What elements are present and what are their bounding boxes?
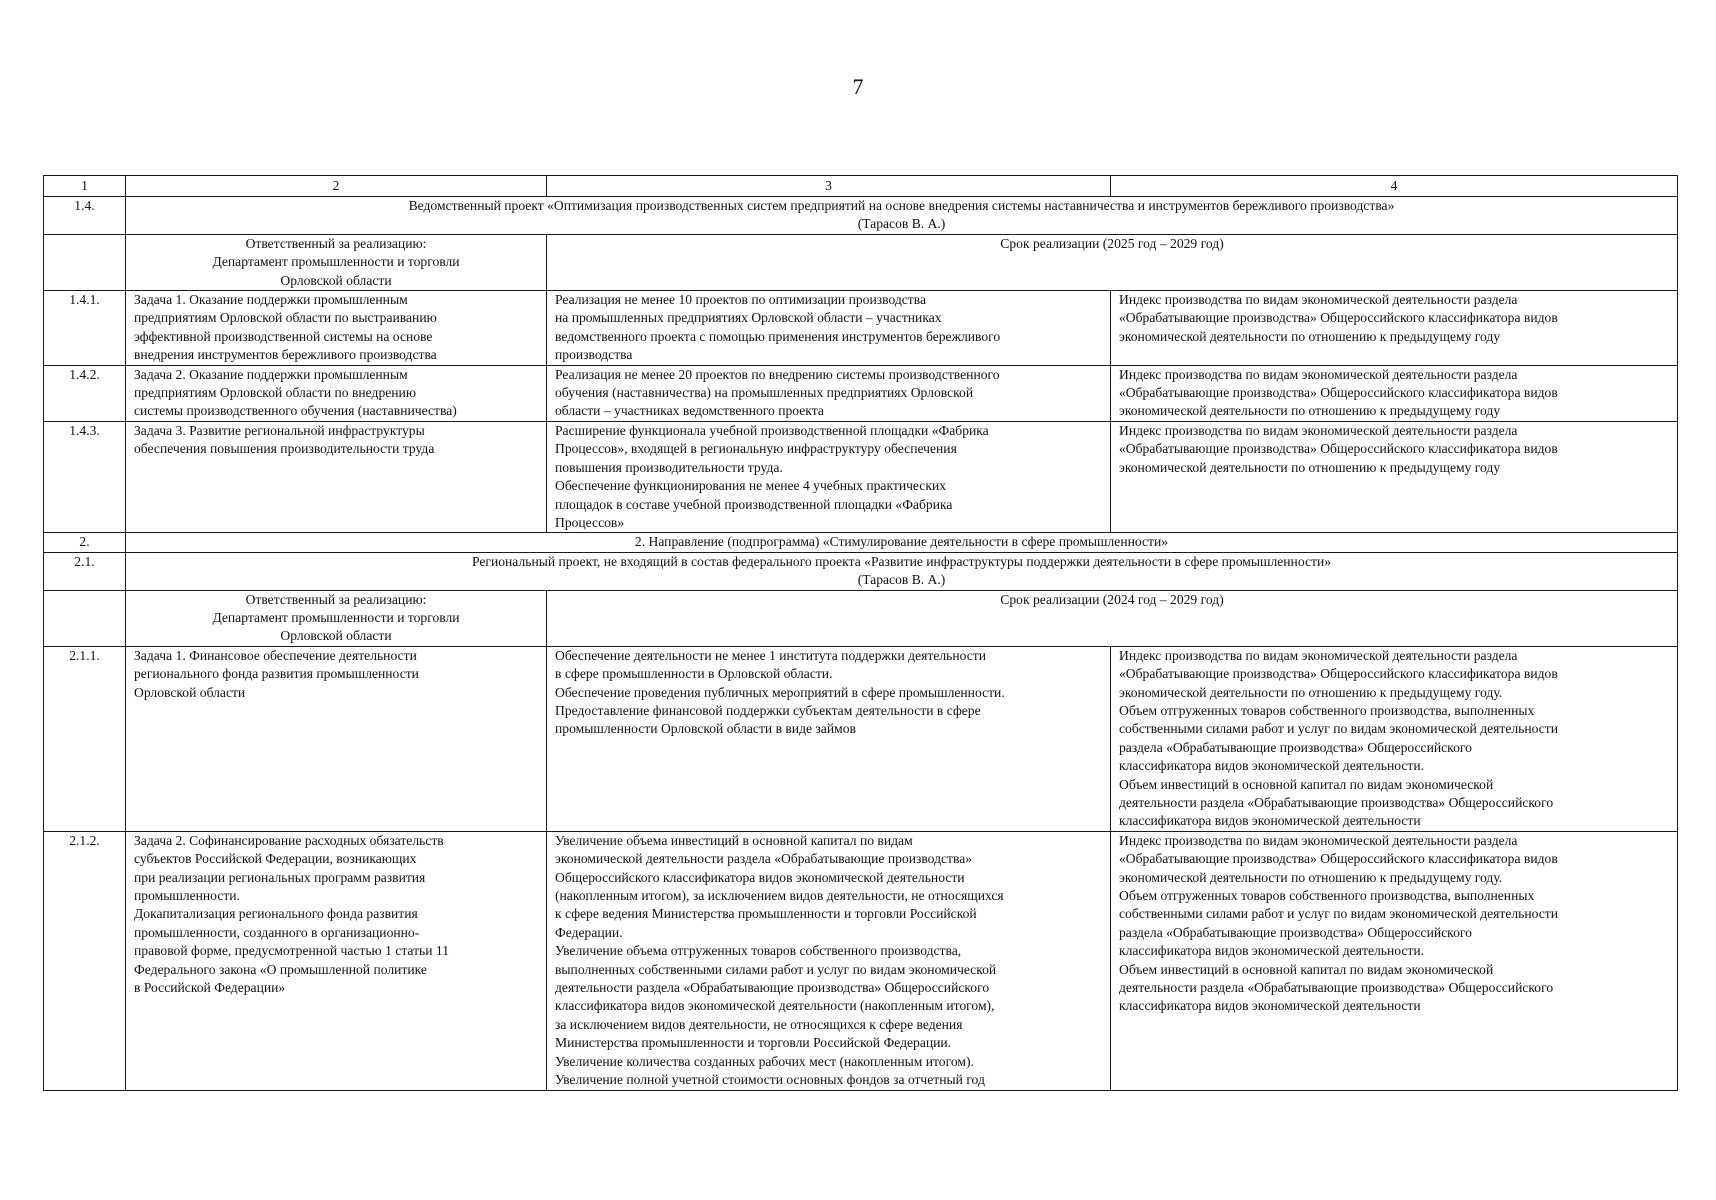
- text-line: деятельности раздела «Обрабатывающие производства» Общероссийского: [1119, 795, 1554, 810]
- text-line: в Российской Федерации»: [134, 980, 286, 996]
- column-header: 4: [1111, 176, 1678, 197]
- text-line: в сфере промышленности в Орловской области.: [555, 666, 833, 682]
- column-header: 2: [126, 176, 547, 197]
- text-line: Увеличение объема отгруженных товаров собственного производства,: [555, 943, 962, 959]
- text-line: предприятиям Орловской области по выстраиванию: [134, 310, 437, 326]
- task-cell: [126, 831, 547, 1090]
- text-line: классификатора видов экономической деятельности: [1119, 813, 1421, 829]
- text-line: Реализация не менее 10 проектов по оптимизации производства: [555, 292, 927, 308]
- text-line: классификатора видов экономической деятельности (накопленным итогом),: [555, 998, 995, 1014]
- section-row: [44, 533, 1678, 552]
- text-line: классификатора видов экономической деятельности.: [1119, 943, 1425, 959]
- task-cell: [126, 646, 547, 831]
- text-line: промышленности.: [134, 888, 240, 904]
- row-number: 1.4.: [44, 197, 126, 235]
- text-line: собственными силами работ и услуг по видам экономической деятельности: [1119, 721, 1559, 737]
- indicator-cell: [1111, 831, 1678, 1090]
- term-cell: Срок реализации (2025 год – 2029 год): [547, 234, 1678, 290]
- text-line: к сфере ведения Министерства промышленности и торговли Российской: [555, 906, 977, 922]
- text-line: Задача 3. Развитие региональной инфраструктуры: [134, 422, 425, 438]
- text-line: за исключением видов деятельности, не относящихся к сфере ведения: [555, 1016, 963, 1032]
- table-row: [44, 646, 1678, 831]
- term-cell: Срок реализации (2024 год – 2029 год): [547, 590, 1678, 646]
- text-line: промышленности Орловской области в виде займов: [555, 721, 856, 737]
- row-number: 2.1.1.: [44, 646, 126, 831]
- row-number: 1.4.2.: [44, 365, 126, 421]
- row-number: 2.: [44, 533, 126, 552]
- section-row: [44, 552, 1678, 590]
- text-line: регионального фонда развития промышленности: [134, 666, 419, 682]
- text-line: Процессов»: [555, 514, 625, 530]
- text-line: Расширение функционала учебной производственной площадки «Фабрика: [555, 422, 989, 438]
- text-line: Докапитализация регионального фонда развития: [134, 906, 418, 922]
- text-line: «Обрабатывающие производства» Общероссийского классификатора видов: [1119, 310, 1558, 326]
- text-line: деятельности раздела «Обрабатывающие производства» Общероссийского: [1119, 980, 1554, 996]
- text-line: классификатора видов экономической деятельности: [1119, 998, 1421, 1014]
- text-line: классификатора видов экономической деятельности.: [1119, 758, 1425, 774]
- text-line: «Обрабатывающие производства» Общероссийского классификатора видов: [1119, 666, 1558, 682]
- text-line: площадок в составе учебной производственной площадки «Фабрика: [555, 496, 953, 512]
- text-line: производства: [555, 347, 633, 363]
- responsible-row: [44, 234, 1678, 290]
- text-line: Предоставление финансовой поддержки субъектам деятельности в сфере: [555, 702, 981, 718]
- result-cell: [547, 365, 1111, 421]
- text-line: «Обрабатывающие производства» Общероссийского классификатора видов: [1119, 851, 1558, 867]
- text-line: Индекс производства по видам экономической деятельности раздела: [1119, 647, 1518, 663]
- text-line: деятельности раздела «Обрабатывающие производства» Общероссийского: [555, 980, 990, 996]
- text-line: Индекс производства по видам экономической деятельности раздела: [1119, 422, 1518, 438]
- text-line: Задача 2. Софинансирование расходных обязательств: [134, 832, 444, 848]
- row-number: 1.4.3.: [44, 421, 126, 532]
- text-line: экономической деятельности по отношению к предыдущему году: [1119, 459, 1501, 475]
- text-line: раздела «Обрабатывающие производства» Общероссийского: [1119, 924, 1472, 940]
- result-cell: [547, 291, 1111, 366]
- section-row: [44, 197, 1678, 235]
- text-line: при реализации региональных программ развития: [134, 869, 426, 885]
- text-line: Обеспечение проведения публичных мероприятий в сфере промышленности.: [555, 684, 1005, 700]
- text-line: обучения (наставничества) на промышленных предприятиях Орловской: [555, 385, 974, 401]
- direction-title: 2. Направление (подпрограмма) «Стимулирование деятельности в сфере промышленности»: [126, 533, 1678, 552]
- text-line: Задача 1. Оказание поддержки промышленным: [134, 292, 408, 308]
- table-row: [44, 421, 1678, 532]
- text-line: экономической деятельности по отношению к предыдущему году.: [1119, 684, 1503, 700]
- row-number: 1.4.1.: [44, 291, 126, 366]
- text-line: раздела «Обрабатывающие производства» Общероссийского: [1119, 739, 1472, 755]
- indicator-cell: [1111, 291, 1678, 366]
- text-line: Увеличение полной учетной стоимости основных фондов за отчетный год: [555, 1072, 985, 1088]
- text-line: Орловской области: [134, 684, 246, 700]
- task-cell: [126, 421, 547, 532]
- task-cell: [126, 291, 547, 366]
- result-cell: [547, 646, 1111, 831]
- text-line: собственными силами работ и услуг по видам экономической деятельности: [1119, 906, 1559, 922]
- table-row: [44, 291, 1678, 366]
- text-line: экономической деятельности по отношению к предыдущему году.: [1119, 869, 1503, 885]
- text-line: экономической деятельности по отношению к предыдущему году: [1119, 403, 1501, 419]
- text-line: обеспечения повышения производительности труда: [134, 441, 435, 457]
- text-line: повышения производительности труда.: [555, 459, 783, 475]
- indicator-cell: [1111, 421, 1678, 532]
- text-line: Индекс производства по видам экономической деятельности раздела: [1119, 832, 1518, 848]
- text-line: выполненных собственными силами работ и услуг по видам экономической: [555, 961, 997, 977]
- text-line: Индекс производства по видам экономической деятельности раздела: [1119, 366, 1518, 382]
- row-number: 2.1.2.: [44, 831, 126, 1090]
- responsible-row: [44, 590, 1678, 646]
- text-line: Федерации.: [555, 924, 623, 940]
- text-line: Увеличение объема инвестиций в основной капитал по видам: [555, 832, 913, 848]
- text-line: Министерства промышленности и торговли Российской Федерации.: [555, 1035, 952, 1051]
- text-line: Объем отгруженных товаров собственного производства, выполненных: [1119, 888, 1535, 904]
- text-line: эффективной производственной системы на основе: [134, 328, 433, 344]
- result-cell: [547, 831, 1111, 1090]
- text-line: «Обрабатывающие производства» Общероссийского классификатора видов: [1119, 385, 1558, 401]
- row-number: 2.1.: [44, 552, 126, 590]
- text-line: Задача 1. Финансовое обеспечение деятельности: [134, 647, 417, 663]
- text-line: на промышленных предприятиях Орловской области – участниках: [555, 310, 942, 326]
- text-line: Реализация не менее 20 проектов по внедрению системы производственного: [555, 366, 1000, 382]
- text-line: правовой форме, предусмотренной частью 1 статьи 11: [134, 943, 450, 959]
- text-line: предприятиям Орловской области по внедрению: [134, 385, 416, 401]
- text-line: Задача 2. Оказание поддержки промышленным: [134, 366, 408, 382]
- text-line: Объем отгруженных товаров собственного производства, выполненных: [1119, 702, 1535, 718]
- text-line: Индекс производства по видам экономической деятельности раздела: [1119, 292, 1518, 308]
- column-header: 1: [44, 176, 126, 197]
- text-line: Объем инвестиций в основной капитал по видам экономической: [1119, 776, 1494, 792]
- text-line: Обеспечение функционирования не менее 4 учебных практических: [555, 478, 947, 494]
- table-row: [44, 831, 1678, 1090]
- task-cell: [126, 365, 547, 421]
- result-cell: [547, 421, 1111, 532]
- text-line: (накопленным итогом), за исключением видов деятельности, не относящихся: [555, 888, 1004, 904]
- text-line: «Обрабатывающие производства» Общероссийского классификатора видов: [1119, 441, 1558, 457]
- column-header: 3: [547, 176, 1111, 197]
- text-line: Процессов», входящей в региональную инфраструктуру обеспечения: [555, 441, 957, 457]
- text-line: Федерального закона «О промышленной политике: [134, 961, 427, 977]
- text-line: ведомственного проекта с помощью применения инструментов бережливого: [555, 328, 1001, 344]
- text-line: системы производственного обучения (наставничества): [134, 403, 457, 419]
- text-line: области – участниках ведомственного проекта: [555, 403, 824, 419]
- responsible-cell: Ответственный за реализацию: Департамент промышленности и торговли Орловской области: [126, 234, 547, 290]
- indicator-cell: [1111, 646, 1678, 831]
- text-line: субъектов Российской Федерации, возникающих: [134, 851, 417, 867]
- text-line: промышленности, созданного в организационно-: [134, 924, 420, 940]
- program-table: [43, 175, 1678, 1091]
- responsible-cell: Ответственный за реализацию: Департамент промышленности и торговли Орловской области: [126, 590, 547, 646]
- column-header-row: [44, 176, 1678, 197]
- indicator-cell: [1111, 365, 1678, 421]
- page-number: 7: [852, 74, 864, 99]
- text-line: экономической деятельности по отношению к предыдущему году: [1119, 328, 1501, 344]
- project-title: Ведомственный проект «Оптимизация производственных систем предприятий на основе внедрения системы наставничества и инструментов бережливого производства» (Тарасов В. А.): [126, 197, 1678, 235]
- text-line: Объем инвестиций в основной капитал по видам экономической: [1119, 961, 1494, 977]
- table-row: [44, 365, 1678, 421]
- text-line: экономической деятельности раздела «Обрабатывающие производства»: [555, 851, 973, 867]
- text-line: внедрения инструментов бережливого производства: [134, 347, 437, 363]
- text-line: Общероссийского классификатора видов экономической деятельности: [555, 869, 965, 885]
- text-line: Увеличение количества созданных рабочих мест (накопленным итогом).: [555, 1053, 974, 1069]
- text-line: Обеспечение деятельности не менее 1 института поддержки деятельности: [555, 647, 987, 663]
- project-title: Региональный проект, не входящий в состав федерального проекта «Развитие инфраструктуры поддержки деятельности в сфере промышленности» (Тарасов В. А.): [126, 552, 1678, 590]
